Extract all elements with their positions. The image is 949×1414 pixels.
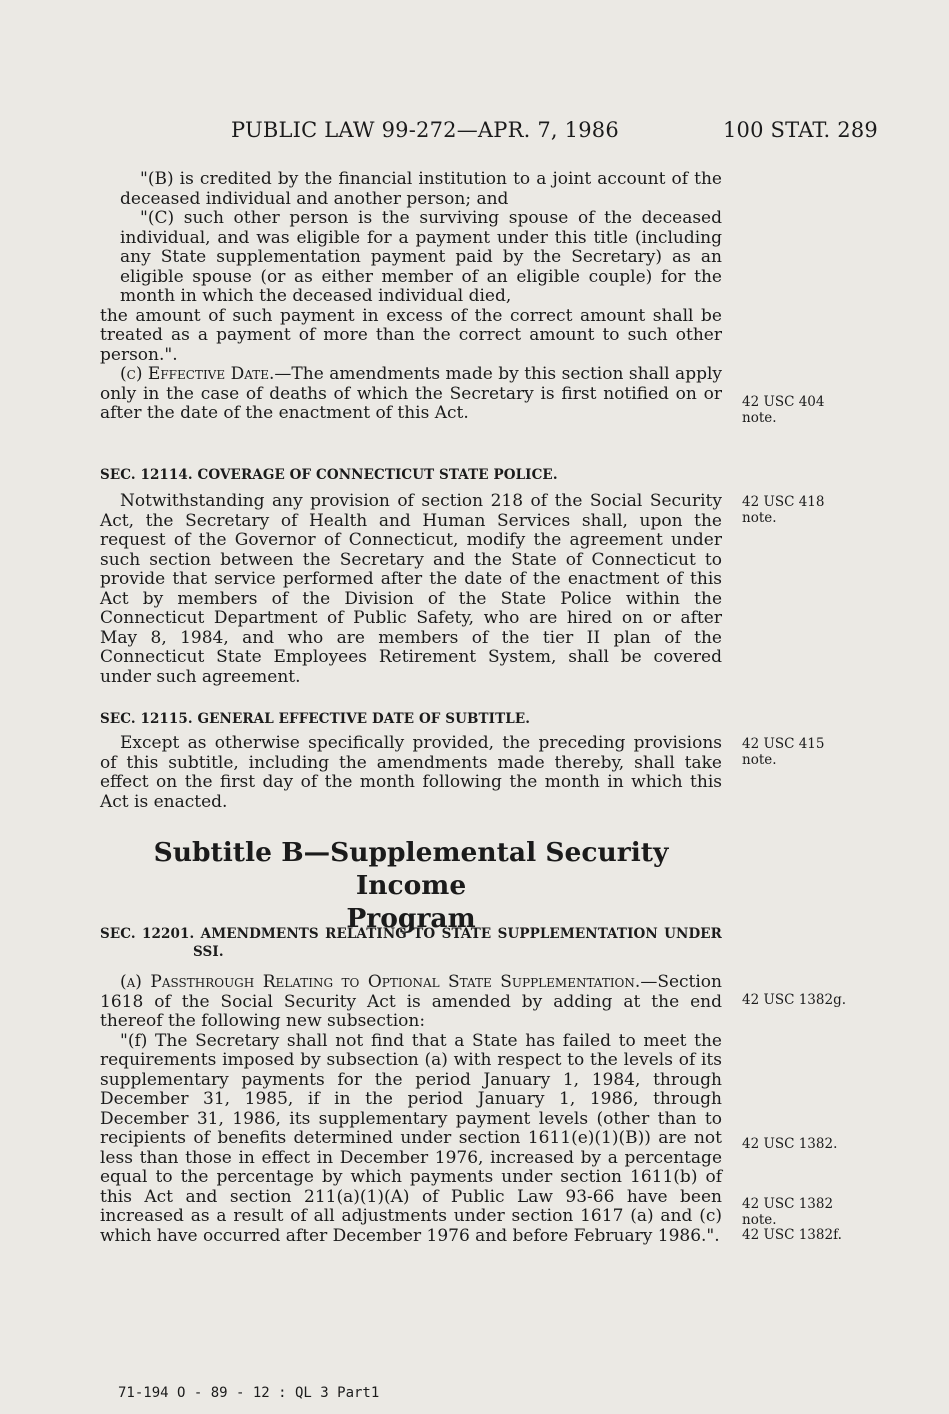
margin-note-3-line-1: 42 USC 415	[742, 736, 825, 752]
running-header-left: PUBLIC LAW 99-272—APR. 7, 1986	[231, 118, 619, 142]
section-12114-text: Notwithstanding any provision of section 218 of the Social Security Act, the Secretary of Health and Human Services shall, upon the request of the Governor of Connecticut, modify the agreement under such section between the Secretary and the State of Connecticut to provide that service performed after the date of the enactment of this Act by members of the Division of the State Police within the Connecticut Department of Public Safety, who are hired on or after May 8, 1984, and who are members of the tier II plan of the Connecticut State Employees Retirement System, shall be covered under such agreement.	[100, 491, 722, 687]
clause-tail: the amount of such payment in excess of the correct amount shall be treated as a payment of more than the correct amount to such other person.".	[100, 305, 722, 365]
margin-note-6-line-3: 42 USC 1382f.	[742, 1227, 842, 1243]
margin-note-1-line-1: 42 USC 404	[742, 394, 825, 410]
margin-note-1-line-2: note.	[742, 409, 777, 426]
running-header-right: 100 STAT. 289	[723, 118, 878, 142]
margin-note-3-line-2: note.	[742, 751, 777, 768]
margin-note-6-line-2: note.	[742, 1211, 777, 1228]
margin-note-2-line-2: note.	[742, 509, 777, 526]
subsection-a-text: —Section 1618 of the Social Security Act is amended by adding at the end thereof the following new subsection:	[100, 972, 722, 1031]
margin-note-4: 42 USC 1382g.	[742, 992, 847, 1008]
margin-note-5: 42 USC 1382.	[742, 1136, 838, 1152]
margin-note-6	[742, 1197, 842, 1244]
section-12115-body	[100, 734, 722, 812]
margin-note-2-line-1: 42 USC 418	[742, 494, 825, 510]
subtitle-line-1: Subtitle B—Supplemental Security Income	[153, 837, 669, 901]
section-12201-body	[100, 973, 722, 1246]
margin-note-3	[742, 737, 824, 768]
margin-note-1	[742, 395, 824, 426]
print-footer: 71-194 O - 89 - 12 : QL 3 Part1	[118, 1385, 380, 1401]
section-12115	[100, 710, 722, 730]
margin-note-2	[742, 495, 824, 526]
effective-date-label: (c) Effective Date.	[120, 364, 275, 384]
section-12114-heading: SEC. 12114. COVERAGE OF CONNECTICUT STATE POLICE.	[100, 467, 558, 483]
section-12114	[100, 466, 722, 486]
subtitle-line-2: Program	[346, 903, 476, 934]
clause-b: "(B) is credited by the financial institution to a joint account of the deceased individual and another person; and	[120, 169, 722, 209]
section-12201-heading: SEC. 12201. AMENDMENTS RELATING TO STATE SUPPLEMENTATION UNDER SSI.	[100, 926, 722, 960]
subsection-a-label: (a) Passthrough Relating to Optional State Supplementation.	[120, 972, 641, 992]
section-12115-text: Except as otherwise specifically provided, the preceding provisions of this subtitle, including the amendments made thereby, shall take effect on the first day of the month following the month in which this Act is enacted.	[100, 733, 722, 812]
margin-note-6-line-1: 42 USC 1382	[742, 1196, 834, 1212]
subtitle-heading	[100, 836, 722, 935]
section-12201	[100, 925, 722, 961]
subsection-f-text: "(f) The Secretary shall not find that a State has failed to meet the requirements imposed by subsection (a) with respect to the levels of its supplementary payments for the period January 1, 1984, through December 31, 1985, if in the period January 1, 1986, through December 31, 1986, its supplementary payment levels (other than to recipients of benefits determined under section 1611(e)(1)(B)) are not less than those in effect in December 1976, increased by a percentage equal to the percentage by which payments under section 1611(b) of this Act and section 211(a)(1)(A) of Public Law 93-66 have been increased as a result of all adjustments under section 1617 (a) and (c) which have occurred after December 1976 and before February 1986.".	[100, 1030, 722, 1246]
clause-c: "(C) such other person is the surviving spouse of the deceased individual, and was eligible for a payment under this title (including any State supplementation payment paid by the Secretary) as an eligible spouse (or as either member of an eligible couple) for the month in which the deceased individual died,	[120, 208, 722, 306]
subsection-a-paragraph	[100, 973, 722, 1032]
section-12114-body	[100, 492, 722, 687]
section-12115-heading: SEC. 12115. GENERAL EFFECTIVE DATE OF SUBTITLE.	[100, 711, 531, 727]
effective-date-text: —The amendments made by this section shall apply only in the case of deaths of which the Secretary is first notified on or after the date of the enactment of this Act.	[100, 364, 723, 423]
continuation-block	[100, 170, 722, 424]
effective-date-paragraph	[100, 365, 722, 424]
